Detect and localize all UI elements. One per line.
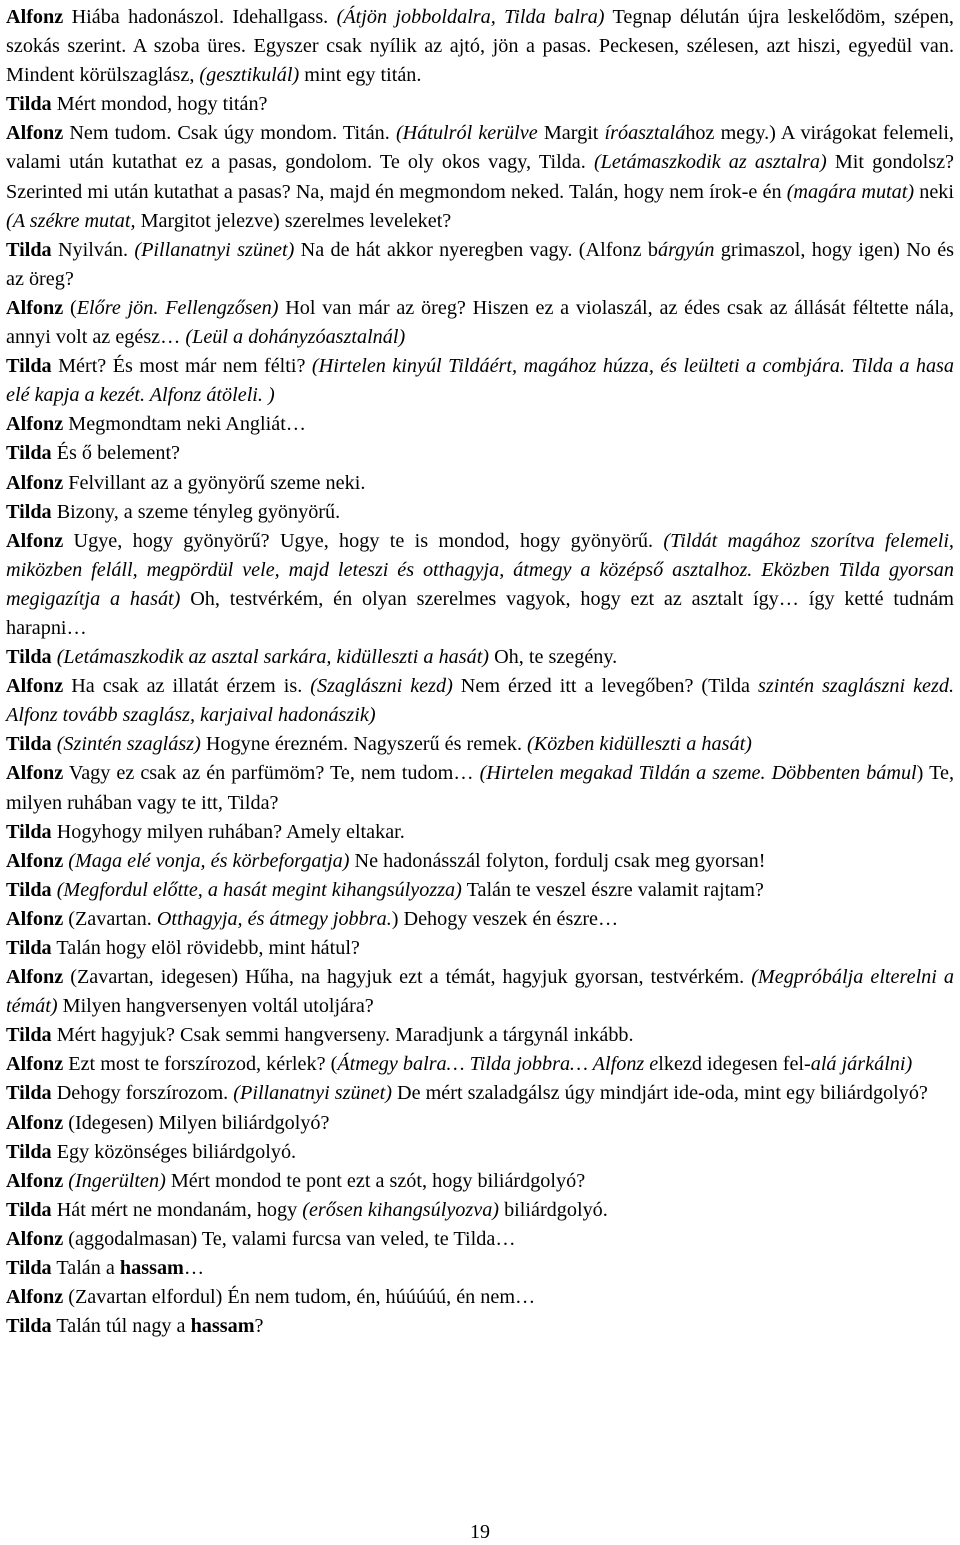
dialogue-text: Mért hagyjuk? Csak semmi hangverseny. Maradjunk a tárgynál inkább. — [51, 1024, 634, 1047]
speaker-name: Tilda — [6, 442, 52, 465]
stage-direction: (gesztikulál) — [199, 64, 300, 87]
dialogue-line — [6, 1050, 954, 1079]
stage-direction: (Maga elé vonja, és körbeforgatja) — [68, 849, 350, 872]
speaker-name: Alfonz — [6, 6, 64, 28]
speaker-name: Alfonz — [6, 966, 64, 989]
stage-direction: (Szaglászni kezd) — [310, 675, 453, 698]
dialogue-line — [6, 1167, 954, 1196]
stage-direction: (Közben kidülleszti a hasát) — [527, 733, 752, 756]
speaker-name: Tilda — [6, 500, 52, 523]
dialogue-text: De mért szaladgálsz úgy mindjárt ide-oda, mint egy biliárdgolyó? — [391, 1082, 928, 1105]
dialogue-text: Hogyne érezném. Nagyszerű és remek. — [200, 733, 528, 756]
dialogue-text: neki — [914, 180, 954, 203]
dialogue-text: Talán hogy elöl rövidebb, mint hátul? — [51, 937, 360, 959]
play-script-page — [6, 3, 954, 1341]
stage-direction: (Hirtelen kinyúl Tildáért, magához húzza, és leülteti a combjára. Tilda a hasa elé kapja a kezét. Alfonz átöleli. ) — [6, 355, 955, 407]
dialogue-text: Hát mért ne mondanám, hogy — [51, 1198, 303, 1221]
speaker-name: Alfonz — [6, 849, 64, 872]
dialogue-text: Margitot jelezve) szerelmes leveleket? — [135, 209, 452, 232]
stage-direction: (Leül a dohányzóasztalnál) — [185, 326, 406, 349]
speaker-name: Alfonz — [6, 529, 64, 552]
stage-direction: (Átjön jobboldalra, Tilda balra) — [336, 6, 605, 28]
dialogue-line — [6, 876, 954, 905]
dialogue-text: Oh, testvérkém, én olyan szerelmes vagyok, hogy ezt az asztalt így… így ketté tudnám harapni… — [6, 587, 954, 639]
dialogue-line — [6, 847, 954, 876]
dialogue-line — [6, 730, 954, 759]
speaker-name: Alfonz — [6, 1111, 64, 1134]
dialogue-line — [6, 498, 954, 527]
speaker-name: Alfonz — [6, 675, 64, 698]
stage-direction: Átmegy balra… Tilda jobbra… Alfonz e — [337, 1053, 659, 1076]
dialogue-text: (Idegesen) Milyen biliárdgolyó? — [63, 1111, 330, 1134]
speaker-name: Tilda — [6, 820, 52, 843]
dialogue-text: Hogyhogy milyen ruhában? Amely eltakar. — [51, 820, 405, 843]
speaker-name: Tilda — [6, 355, 52, 378]
dialogue-text: lkezd idegesen fel- — [658, 1053, 811, 1076]
dialogue-line — [6, 439, 954, 468]
stage-direction: árgyún — [657, 238, 715, 261]
dialogue-text: ( — [63, 296, 77, 319]
stage-direction: Otthagyja, és átmegy jobbra. — [156, 907, 392, 930]
emphasis-text: hassam — [119, 1257, 184, 1280]
dialogue-text: Hol van már az öreg? Hiszen ez a violaszál, az édes csak az állását féltette nála, annyi volt az egész… — [6, 296, 954, 349]
dialogue-text: Megmondtam neki Angliát… — [63, 413, 306, 436]
dialogue-text: Egy közönséges biliárdgolyó. — [51, 1140, 297, 1163]
dialogue-text: Mért mondod te pont ezt a szót, hogy biliárdgolyó? — [165, 1169, 586, 1192]
dialogue-text: Nem érzed itt a levegőben? (Tilda — [452, 675, 758, 698]
dialogue-line — [6, 119, 954, 235]
speaker-name: Alfonz — [6, 122, 64, 145]
speaker-name: Tilda — [6, 93, 52, 116]
dialogue-line — [6, 236, 954, 294]
stage-direction: íróasztalá — [604, 122, 686, 145]
dialogue-text: Talán a — [51, 1257, 120, 1280]
dialogue-line — [6, 90, 954, 119]
speaker-name: Alfonz — [6, 296, 64, 319]
dialogue-text: Talán túl nagy a — [51, 1315, 191, 1338]
dialogue-text: (aggodalmasan) Te, valami furcsa van veled, te Tilda… — [63, 1227, 516, 1250]
stage-direction: (Pillanatnyi szünet) — [134, 238, 295, 261]
emphasis-text: hassam — [190, 1315, 255, 1338]
speaker-name: Alfonz — [6, 1227, 64, 1250]
speaker-name: Tilda — [6, 733, 52, 756]
speaker-name: Tilda — [6, 1315, 52, 1338]
dialogue-line — [6, 1312, 954, 1341]
dialogue-text: Na de hát akkor nyeregben vagy. (Alfonz b — [294, 238, 658, 261]
speaker-name: Alfonz — [6, 1169, 64, 1192]
speaker-name: Alfonz — [6, 1053, 64, 1076]
dialogue-text: Talán te veszel észre valamit rajtam? — [461, 878, 764, 901]
speaker-name: Tilda — [6, 238, 52, 261]
speaker-name: Tilda — [6, 1140, 52, 1163]
dialogue-text: Bizony, a szeme tényleg gyönyörű. — [51, 500, 341, 523]
dialogue-line — [6, 963, 954, 1021]
dialogue-text: (Zavartan elfordul) Én nem tudom, én, húúúúú, én nem… — [63, 1286, 536, 1309]
dialogue-text: Ha csak az illatát érzem is. — [63, 675, 311, 698]
dialogue-line — [6, 905, 954, 934]
speaker-name: Tilda — [6, 1257, 52, 1280]
dialogue-line — [6, 1196, 954, 1225]
dialogue-text: Nyilván. — [51, 238, 135, 261]
dialogue-text: (Zavartan. — [63, 907, 157, 930]
dialogue-line — [6, 410, 954, 439]
dialogue-line — [6, 1079, 954, 1108]
dialogue-text: ) Te, milyen ruhában vagy te itt, Tilda? — [6, 762, 954, 814]
dialogue-text: (Zavartan, idegesen) Hűha, na hagyjuk ezt a témát, hagyjuk gyorsan, testvérkém. — [63, 966, 752, 989]
stage-direction: szintén szaglászni kezd. Alfonz tovább szaglász, karjaival hadonászik) — [6, 675, 954, 727]
stage-direction: Előre jön. Fellengzősen) — [76, 296, 279, 319]
dialogue-line — [6, 934, 954, 963]
stage-direction: (Pillanatnyi szünet) — [233, 1082, 392, 1105]
stage-direction: (Tildát magához szorítva felemeli, miközben feláll, megpördül vele, majd leteszi és otthagyja, átmegy a középső asztalhoz. Eközben Tilda gyorsan megigazítja a hasát) — [6, 529, 954, 610]
stage-direction: (Hátulról kerülve — [395, 122, 538, 145]
speaker-name: Alfonz — [6, 1286, 64, 1309]
stage-direction: (erősen kihangsúlyozva) — [302, 1198, 500, 1221]
speaker-name: Tilda — [6, 1024, 52, 1047]
dialogue-text: Mért? És most már nem félti? — [51, 355, 312, 378]
dialogue-line — [6, 527, 954, 643]
dialogue-text: És ő belement? — [51, 442, 181, 465]
dialogue-text: Tegnap délután újra leskelődöm, szépen, szokás szerint. A szoba üres. Egyszer csak nyílik az ajtó, jön a pasas. Peckesen, szélesen, azt hiszi, egyedül van. Mindent körülszaglász, — [6, 6, 954, 87]
dialogue-text: Ezt most te forszírozod, kérlek? ( — [63, 1053, 338, 1076]
dialogue-line — [6, 352, 954, 410]
dialogue-text: Ne hadonásszál folyton, fordulj csak meg gyorsan! — [349, 849, 766, 872]
dialogue-text: Oh, te szegény. — [489, 646, 618, 669]
dialogue-text: Nem tudom. Csak úgy mondom. Titán. — [63, 122, 396, 145]
stage-direction: (Szintén szaglász) — [56, 733, 201, 756]
stage-direction: (magára mutat) — [786, 180, 915, 203]
stage-direction: (A székre mutat, — [6, 209, 136, 232]
dialogue-text: ) Dehogy veszek én észre… — [391, 907, 619, 930]
dialogue-text: biliárdgolyó. — [499, 1198, 608, 1221]
speaker-name: Alfonz — [6, 762, 64, 785]
dialogue-text: ? — [254, 1315, 264, 1338]
dialogue-line — [6, 3, 954, 90]
speaker-name: Tilda — [6, 1198, 52, 1221]
speaker-name: Tilda — [6, 1082, 52, 1105]
dialogue-line — [6, 643, 954, 672]
stage-direction: (Hirtelen megakad Tildán a szeme. Döbbenten bámul — [479, 762, 917, 785]
dialogue-text: grimaszol, hogy igen) No és az öreg? — [6, 238, 955, 290]
stage-direction: (Letámaszkodik az asztalra) — [593, 151, 827, 174]
speaker-name: Alfonz — [6, 471, 64, 494]
dialogue-line — [6, 294, 954, 352]
stage-direction: alá járkálni) — [810, 1053, 913, 1076]
stage-direction: (Megpróbálja elterelni a témát) — [6, 966, 954, 1018]
dialogue-text: Mért mondod, hogy titán? — [51, 93, 268, 116]
dialogue-text: … — [183, 1257, 205, 1280]
dialogue-line — [6, 1138, 954, 1167]
dialogue-text: mint egy titán. — [299, 64, 422, 87]
dialogue-text: Felvillant az a gyönyörű szeme neki. — [63, 471, 366, 494]
dialogue-text: Mit gondolsz? Szerinted mi után kutathat a pasas? Na, majd én megmondom neked. Talán, hogy nem írok-e én — [6, 151, 954, 203]
dialogue-line — [6, 1283, 954, 1312]
dialogue-text: Dehogy forszírozom. — [51, 1082, 234, 1105]
dialogue-text: Hiába hadonászol. Idehallgass. — [63, 6, 337, 28]
speaker-name: Tilda — [6, 878, 52, 901]
speaker-name: Alfonz — [6, 413, 64, 436]
stage-direction: (Letámaszkodik az asztal sarkára, kidülleszti a hasát) — [56, 646, 490, 669]
dialogue-line — [6, 1021, 954, 1050]
stage-direction: (Megfordul előtte, a hasát megint kihangsúlyozza) — [56, 878, 462, 901]
dialogue-text: Vagy ez csak az én parfümöm? Te, nem tudom… — [63, 762, 480, 785]
page-number: 19 — [470, 1521, 490, 1543]
speaker-name: Alfonz — [6, 907, 64, 930]
dialogue-text: Ugye, hogy gyönyörű? Ugye, hogy te is mondod, hogy gyönyörű. — [63, 529, 664, 552]
dialogue-text: hoz megy.) A virágokat felemeli, valami után kutathat ez a pasas, gondolom. Te oly okos vagy, Tilda. — [6, 122, 954, 174]
dialogue-line — [6, 1109, 954, 1138]
dialogue-line — [6, 818, 954, 847]
dialogue-text: Margit — [537, 122, 605, 145]
dialogue-line — [6, 1254, 954, 1283]
dialogue-line — [6, 672, 954, 730]
speaker-name: Tilda — [6, 646, 52, 669]
dialogue-line — [6, 759, 954, 817]
dialogue-text: Milyen hangversenyen voltál utoljára? — [57, 995, 374, 1018]
stage-direction: (Ingerülten) — [68, 1169, 166, 1192]
dialogue-line — [6, 1225, 954, 1254]
speaker-name: Tilda — [6, 937, 52, 959]
dialogue-line — [6, 469, 954, 498]
